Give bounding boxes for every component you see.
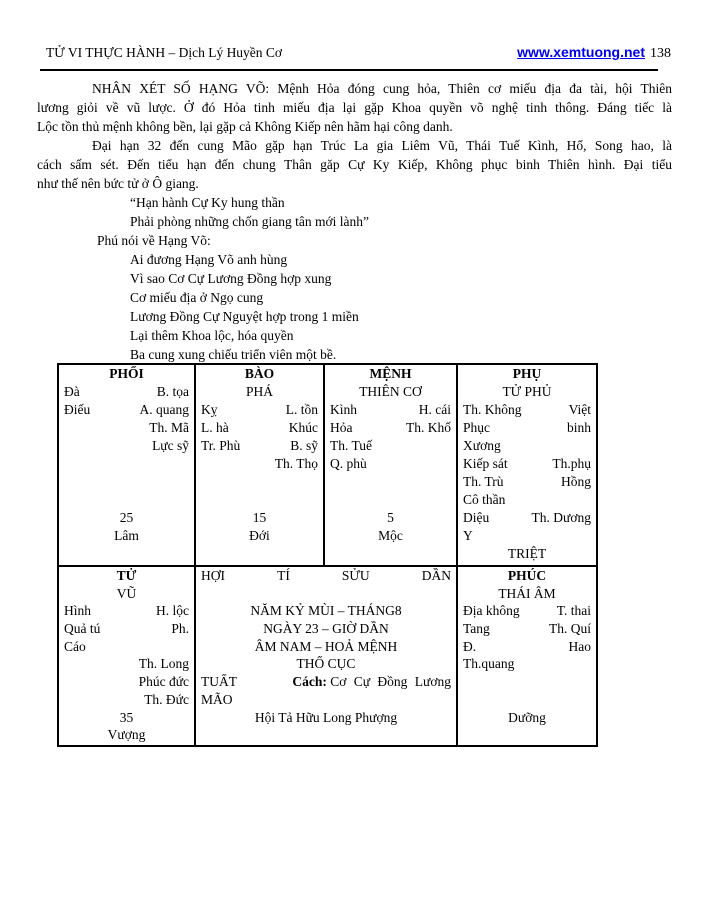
spacer-line [196, 586, 456, 604]
star-line: Kỵ L. tồn [201, 402, 318, 417]
spacer-line [196, 492, 323, 510]
stage-label: Lâm [114, 528, 139, 543]
branch-hoi: HỢI [201, 568, 225, 583]
main-star: TỬ PHỦ [502, 384, 552, 399]
age-number: 5 [387, 510, 394, 525]
star-line: Th. Trù Hồng [463, 474, 591, 489]
poem-line: Cơ miếu địa ở Ngọ cung [130, 290, 264, 305]
cuc-line: THỔ CỤC [296, 656, 356, 672]
branch-tuat: TUẤT [201, 674, 237, 690]
quote-line: Phải phòng những chốn giang tân mới lành” [130, 214, 370, 229]
cell-phuc [458, 567, 596, 745]
star-line: L. hà Khúc [201, 420, 318, 435]
star-line: Điếu A. quang [64, 402, 189, 417]
poem-line: Ai đương Hạng Võ anh hùng [130, 252, 288, 267]
triet-label: TRIỆT [507, 546, 547, 561]
spacer-line [196, 474, 323, 492]
star-line: Y [463, 528, 473, 543]
poem-line: Vì sao Cơ Cự Lương Đồng hợp xung [130, 271, 332, 286]
star-line: Hỏa Th. Khố [330, 420, 451, 435]
star-line: Hình H. lộc [64, 603, 189, 619]
main-star: PHÁ [245, 384, 273, 399]
header-divider [40, 69, 658, 71]
poem-line: Lại thêm Khoa lộc, hóa quyền [130, 328, 294, 343]
star-line: Th. Đức [144, 691, 189, 707]
paragraph-line: Lộc tồn thủ mệnh không bền, lại gặp cả Không Kiếp nên hãm hại công danh. [37, 119, 453, 134]
main-star: VŨ [116, 585, 137, 601]
star-line: Kiếp sát Th.phụ [463, 456, 591, 471]
star-line: Diệu Th. Dương [463, 510, 591, 525]
paragraph-line: Đại hạn 32 đến cung Mão gặp hạn Trúc La gia Liêm Vũ, Thái Tuế Kình, Hổ, Song hao, là [92, 138, 672, 153]
star-line: Đà B. tọa [64, 384, 189, 399]
star-line: Th.quang [463, 656, 515, 672]
page-header [46, 44, 671, 62]
spacer-line [458, 692, 596, 710]
book-title: TỬ VI THỰC HÀNH – Dịch Lý Huyền Cơ [46, 45, 283, 60]
star-line: Xương [463, 438, 501, 453]
cell-tu [59, 567, 196, 745]
main-star: THÁI ÂM [498, 585, 556, 601]
star-line: Th. Không Việt [463, 402, 591, 417]
spacer-line [325, 474, 456, 492]
quote-line: “Hạn hành Cự Ky hung thần [130, 195, 285, 210]
age-number: 35 [119, 709, 134, 725]
star-line: Phúc đức [138, 674, 189, 690]
branch-mao-line [196, 692, 456, 710]
spacer-line [325, 492, 456, 510]
star-line: Q. phù [330, 456, 367, 471]
birth-day-line: NGÀY 23 – GIỜ DẦN [263, 621, 389, 637]
chart-row-top [59, 365, 596, 567]
branch-ti: TÍ [277, 568, 290, 583]
star-line: Quả tú Ph. [64, 621, 189, 637]
poem-line: Ba cung xung chiếu triển viên một bề. [130, 347, 337, 362]
cell-title: TỬ [116, 568, 137, 583]
gender-line: ÂM NAM – HOẢ MỆNH [254, 638, 398, 654]
star-line: Th. Mã [149, 420, 189, 435]
branch-mao: MÃO [201, 691, 233, 707]
body-text [37, 79, 672, 364]
birth-year-line: NĂM KỶ MÙI – THÁNG8 [250, 603, 402, 619]
star-line: Kình H. cái [330, 402, 451, 417]
branch-dan: DẦN [421, 568, 451, 583]
phu-intro: Phú nói về Hạng Võ: [97, 233, 211, 248]
cell-phoi [59, 365, 196, 565]
branch-line [196, 568, 456, 586]
star-line: Tr. Phù B. sỹ [201, 438, 318, 453]
spacer-line [458, 674, 596, 692]
tuvi-chart-table [57, 363, 598, 747]
cell-menh [325, 365, 458, 565]
cell-title: PHỐI [109, 366, 144, 381]
star-line: Tang Th. Quí [463, 621, 591, 637]
cach-value: Cơ Cự Đồng Lương [330, 674, 451, 690]
star-line: Cáo [64, 638, 86, 654]
cell-title: PHÚC [507, 568, 547, 583]
paragraph-line: lương giỏi về vũ lược. Ở đó Hỏa tinh miếu địa lại gặp Khoa quyền võ nghệ tinh thông. Đáng tiếc là [37, 100, 672, 115]
website-link[interactable]: www.xemtuong.net [517, 44, 645, 60]
paragraph-line: cách sấm sét. Đến tiểu hạn đến chung Thân găp Cự Ky Kiếp, Không phục binh Thiên hình. Đại tiểu [37, 157, 672, 172]
main-star: THIÊN CƠ [359, 384, 422, 399]
cell-title: BÀO [244, 366, 275, 381]
page-number: 138 [650, 46, 671, 61]
cell-phu [458, 365, 596, 565]
branch-suu: SỬU [341, 568, 370, 583]
stage-label: Đới [249, 528, 270, 543]
hoi-line: Hội Tả Hữu Long Phượng [254, 709, 398, 725]
star-line: Th. Tuế [330, 438, 373, 453]
star-line: Địa không T. thai [463, 603, 591, 619]
header-right [517, 44, 671, 62]
cell-bao [196, 365, 325, 565]
age-number: 15 [252, 510, 267, 525]
stage-label: Vượng [107, 727, 146, 743]
spacer-line [59, 474, 194, 492]
cell-center-info [196, 567, 458, 745]
star-line: Th. Thọ [274, 456, 318, 471]
paragraph-line: NHÂN XÉT SỐ HẠNG VÕ: Mệnh Hỏa đóng cung hỏa, Thiên cơ miếu địa đa tài, hội Thiên [92, 81, 672, 96]
star-line: Đ. Hao [463, 638, 591, 654]
star-line: Phục binh [463, 420, 591, 435]
poem-line: Lương Đồng Cự Nguyệt hợp trong 1 miền [130, 309, 359, 324]
paragraph-line: như thế nên bức tử ở Ô giang. [37, 176, 199, 191]
spacer-line [59, 456, 194, 474]
stage-label: Mộc [378, 528, 403, 543]
chart-row-bottom [59, 567, 596, 745]
stage-label: Dưỡng [508, 709, 546, 725]
cach-label: Cách: [292, 674, 327, 690]
star-line: Lực sỹ [152, 438, 189, 453]
spacer-line [59, 492, 194, 510]
cell-title: PHỤ [512, 366, 542, 381]
age-number: 25 [119, 510, 134, 525]
star-line: Th. Long [138, 656, 189, 672]
cell-title: MỆNH [369, 366, 412, 381]
star-line: Cô thần [463, 492, 506, 507]
cach-line [196, 674, 456, 692]
cach-text [292, 674, 451, 691]
